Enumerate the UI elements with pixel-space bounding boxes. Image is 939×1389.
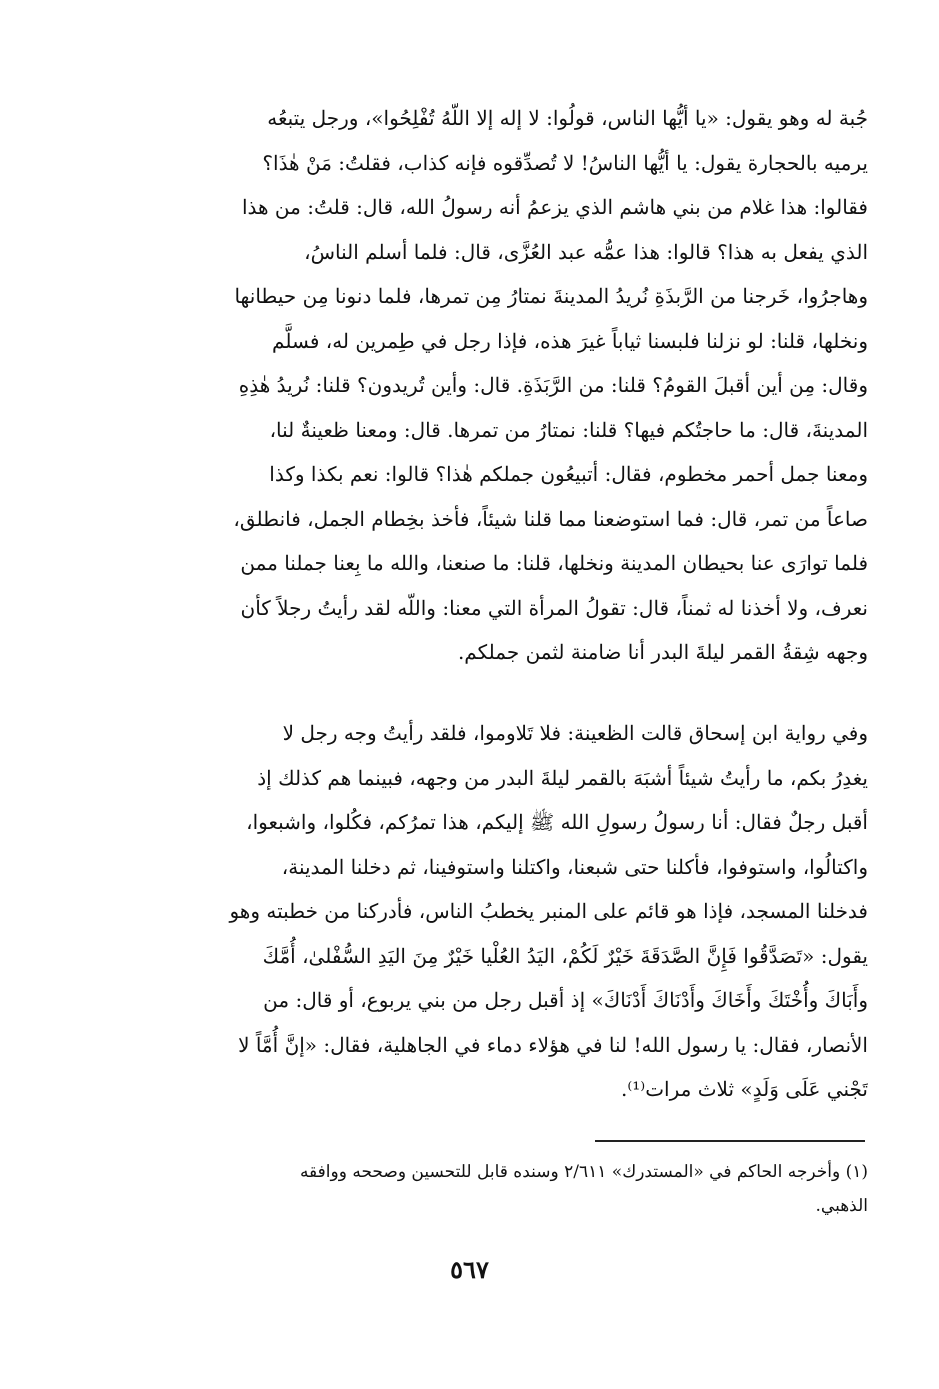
text-line: وهاجرُوا، خَرجنا من الرَّبذَةِ نُريدُ المدينةَ نمتارُ مِن تمرها، فلما دنونا مِن حيطانها [234, 284, 868, 308]
paragraph-2 [160, 711, 868, 1112]
footnotes [160, 1155, 868, 1223]
paragraph-1 [160, 96, 868, 675]
text-line: يغدِرُ بكم، ما رأيتُ شيئاً أشبَهَ بالقمر ليلةَ البدر من وجهه، فبينما هم كذلك إذ [257, 765, 868, 790]
text-line: ومعنا جمل أحمر مخطوم، فقال: أتبيعُون جملكم هٰذا؟ قالوا: نعم بكذا وكذا [269, 462, 868, 486]
text-line: فقالوا: هذا غلام من بني هاشم الذي يزعمُ أنه رسولُ الله، قال: قلتُ: من هذا [241, 195, 868, 219]
text-line: واكتالُوا، واستوفوا، فأكلنا حتى شبعنا، واكتلنا واستوفينا، ثم دخلنا المدينة، [281, 854, 868, 879]
text-line: يرميه بالحجارة يقول: يا أيُّها الناسُ! لا تُصدِّقوه فإنه كذاب، فقلتُ: مَنْ هٰذَا؟ [262, 150, 868, 175]
text-line: نعرف، ولا أخذنا له ثمناً، قال: تقولُ المرأة التي معنا: واللّه لقد رأيتُ رجلاً كأن [240, 595, 868, 620]
text-line: الأنصار، فقال: يا رسول الله! لنا في هؤلاء دماء في الجاهلية، فقال: «إنَّ أُمَّاً لا [238, 1032, 868, 1057]
text-line: وجهه شِقةُ القمر ليلةَ البدر أنا ضامنة لثمن جملكم. [457, 640, 868, 664]
text-line: جُبة له وهو يقول: «يا أيُّها الناس، قولُوا: لا إله إلا اللّهُ تُفْلِحُوا»، ورجل يتبعُه [267, 106, 868, 130]
text-line: وفي رواية ابن إسحاق قالت الظعينة: فلا تَلاوموا، فلقد رأيتُ وجه رجل لا [282, 721, 868, 745]
text-line: صاعاً من تمر، قال: فما استوضعنا مما قلنا شيئاً، فأخذ بخِطام الجمل، فانطلق، [233, 506, 868, 531]
footnote-line: الذهبي. [815, 1196, 868, 1216]
text-line: تَجْني عَلَى وَلَدٍ» ثلاث مرات⁽¹⁾. [620, 1077, 868, 1101]
text-line: يقول: «تَصَدَّقُوا فَإِنَّ الصَّدَقَةَ خَيْرٌ لَكُمْ، اليَدُ العُلْيا خَيْرٌ مِنَ اليَدِ السُّفْلىٰ، أُمَّكَ [262, 943, 868, 968]
text-line: الذي يفعل به هذا؟ قالوا: هذا عمُّه عبد العُزَّى، قال: فلما أسلم الناسُ، [304, 239, 868, 264]
text-line: المدينةَ، قال: ما حاجتُكم فيها؟ قلنا: نمتارُ من تمرها. قال: ومعنا ظعينةٌ لنا، [269, 417, 868, 442]
text-line: أقبل رجلٌ فقال: أنا رسولُ رسولِ الله ﷺ إليكم، هذا تمرُكم، فكُلوا، واشبعوا، [246, 810, 868, 834]
footnote-separator [595, 1140, 865, 1142]
text-line: وأَبَاكَ وأُخْتَكَ وأَخَاكَ وأَدْنَاكَ أَدْنَاكَ» إذ أقبل رجل من بني يربوع، أو قال: من [263, 988, 868, 1012]
page-number: ٥٦٧ [450, 1255, 489, 1284]
text-line: وقال: مِن أين أقبلَ القومُ؟ قلنا: من الرَّبَذَةِ. قال: وأين تُريدون؟ قلنا: نُريدُ هٰذِهِ [238, 373, 868, 397]
text-line: فلما توارَى عنا بحيطان المدينة ونخلها، قلنا: ما صنعنا، والله ما بِعنا جملنا ممن [240, 551, 868, 575]
text-line: فدخلنا المسجد، فإذا هو قائم على المنبر يخطبُ الناس، فأدركنا من خطبته وهو [229, 899, 868, 923]
text-line: ونخلها، قلنا: لو نزلنا فلبسنا ثياباً غيرَ هذه، فإذا رجل في طِمرين له، فسلَّم [272, 328, 868, 353]
footnote-line: (١) وأخرجه الحاكم في «المستدرك» ٢/٦١١ وسنده قابل للتحسين وصححه ووافقه [299, 1162, 868, 1182]
